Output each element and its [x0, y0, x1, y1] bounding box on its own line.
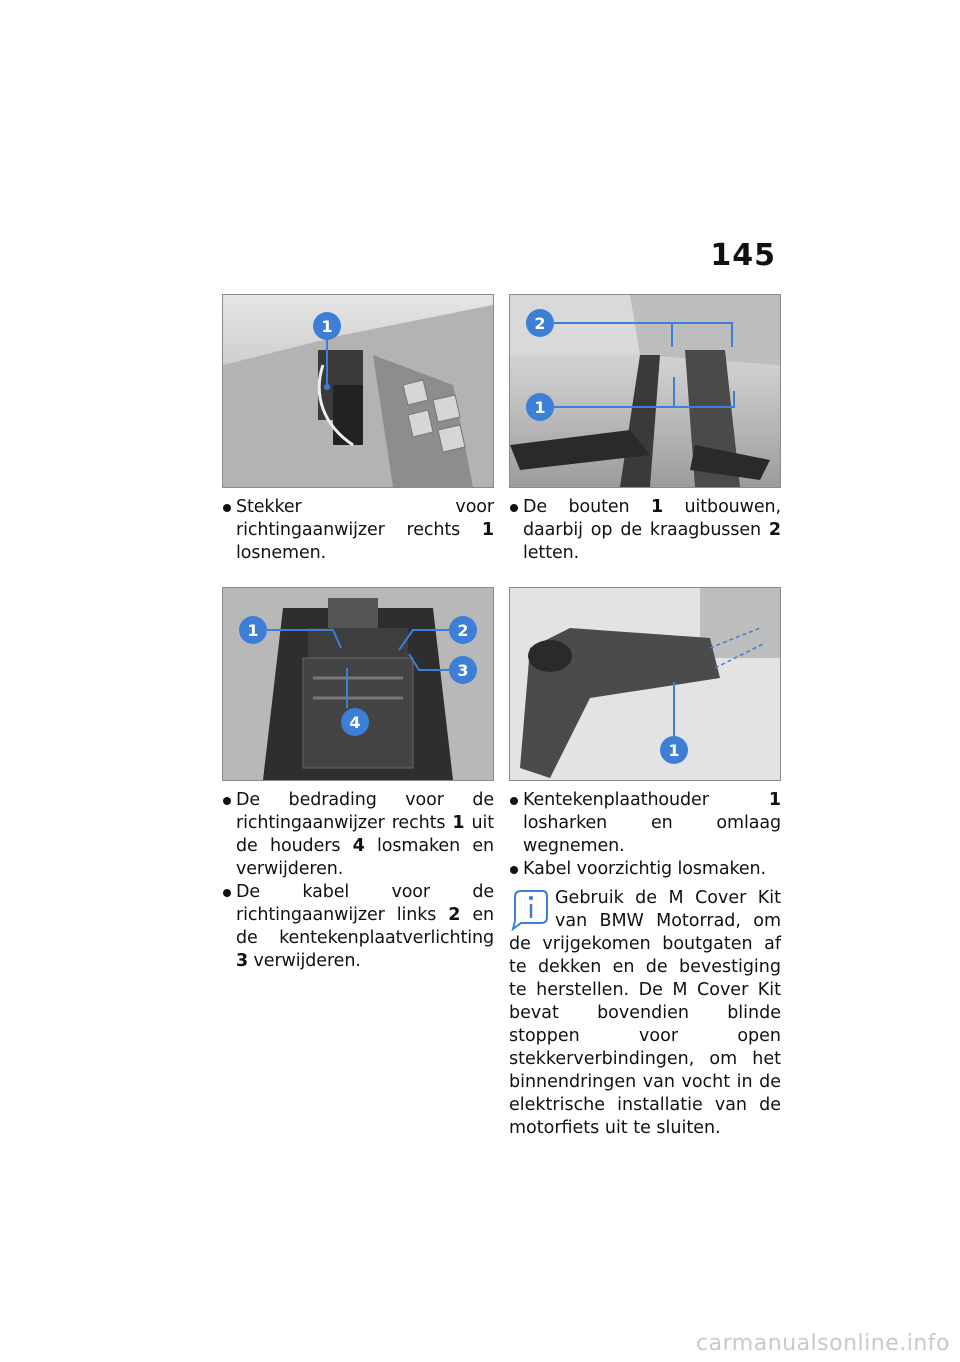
- step-remove-bolts: De bouten 1 uitbouwen, daarbij op de kraagbussen 2 letten.: [509, 496, 781, 565]
- svg-text:2: 2: [534, 314, 546, 333]
- left-column: [222, 294, 494, 973]
- step-disconnect-cable: Kabel voorzichtig losmaken.: [509, 858, 781, 881]
- step-remove-cable-left: De kabel voor de richtingaanwijzer links 2 en de kentekenplaatverlichting 3 verwijderen.: [222, 881, 494, 973]
- step-remove-wiring-right: De bedrading voor de richtingaanwijzer rechts 1 uit de houders 4 losmaken en verwijderen.: [222, 789, 494, 881]
- step-remove-plate-holder: Kentekenplaathouder 1 losharken en omlaag wegnemen.: [509, 789, 781, 858]
- callout-1: [313, 312, 341, 340]
- figure-wiring-harness: [222, 587, 494, 781]
- figure-turn-signal-connector: [222, 294, 494, 488]
- info-note: [509, 887, 781, 1140]
- note-text: Gebruik de M Cover Kit van BMW Motorrad, om de vrijgekomen boutgaten af te dekken en de bevestiging te herstellen. De M Cover Kit bevat bovendien blinde stoppen voor open stekkerverbindingen, om het binnendringen van vocht in de elektrische installatie van de motorfiets uit te sluiten.: [509, 888, 781, 1138]
- info-icon: [509, 887, 549, 931]
- svg-text:1: 1: [668, 741, 680, 760]
- page-number: 145: [710, 238, 776, 273]
- watermark: carmanualsonline.info: [696, 1331, 950, 1356]
- figure-license-plate-holder: [509, 587, 781, 781]
- figure-bolts: [509, 294, 781, 488]
- svg-text:3: 3: [457, 661, 469, 680]
- step-disconnect-plug: Stekker voor richtingaanwijzer rechts 1 losnemen.: [222, 496, 494, 565]
- svg-text:1: 1: [534, 398, 546, 417]
- svg-text:1: 1: [321, 317, 333, 336]
- svg-text:4: 4: [349, 713, 361, 732]
- right-column: [509, 294, 781, 1140]
- svg-text:2: 2: [457, 621, 469, 640]
- svg-text:1: 1: [247, 621, 259, 640]
